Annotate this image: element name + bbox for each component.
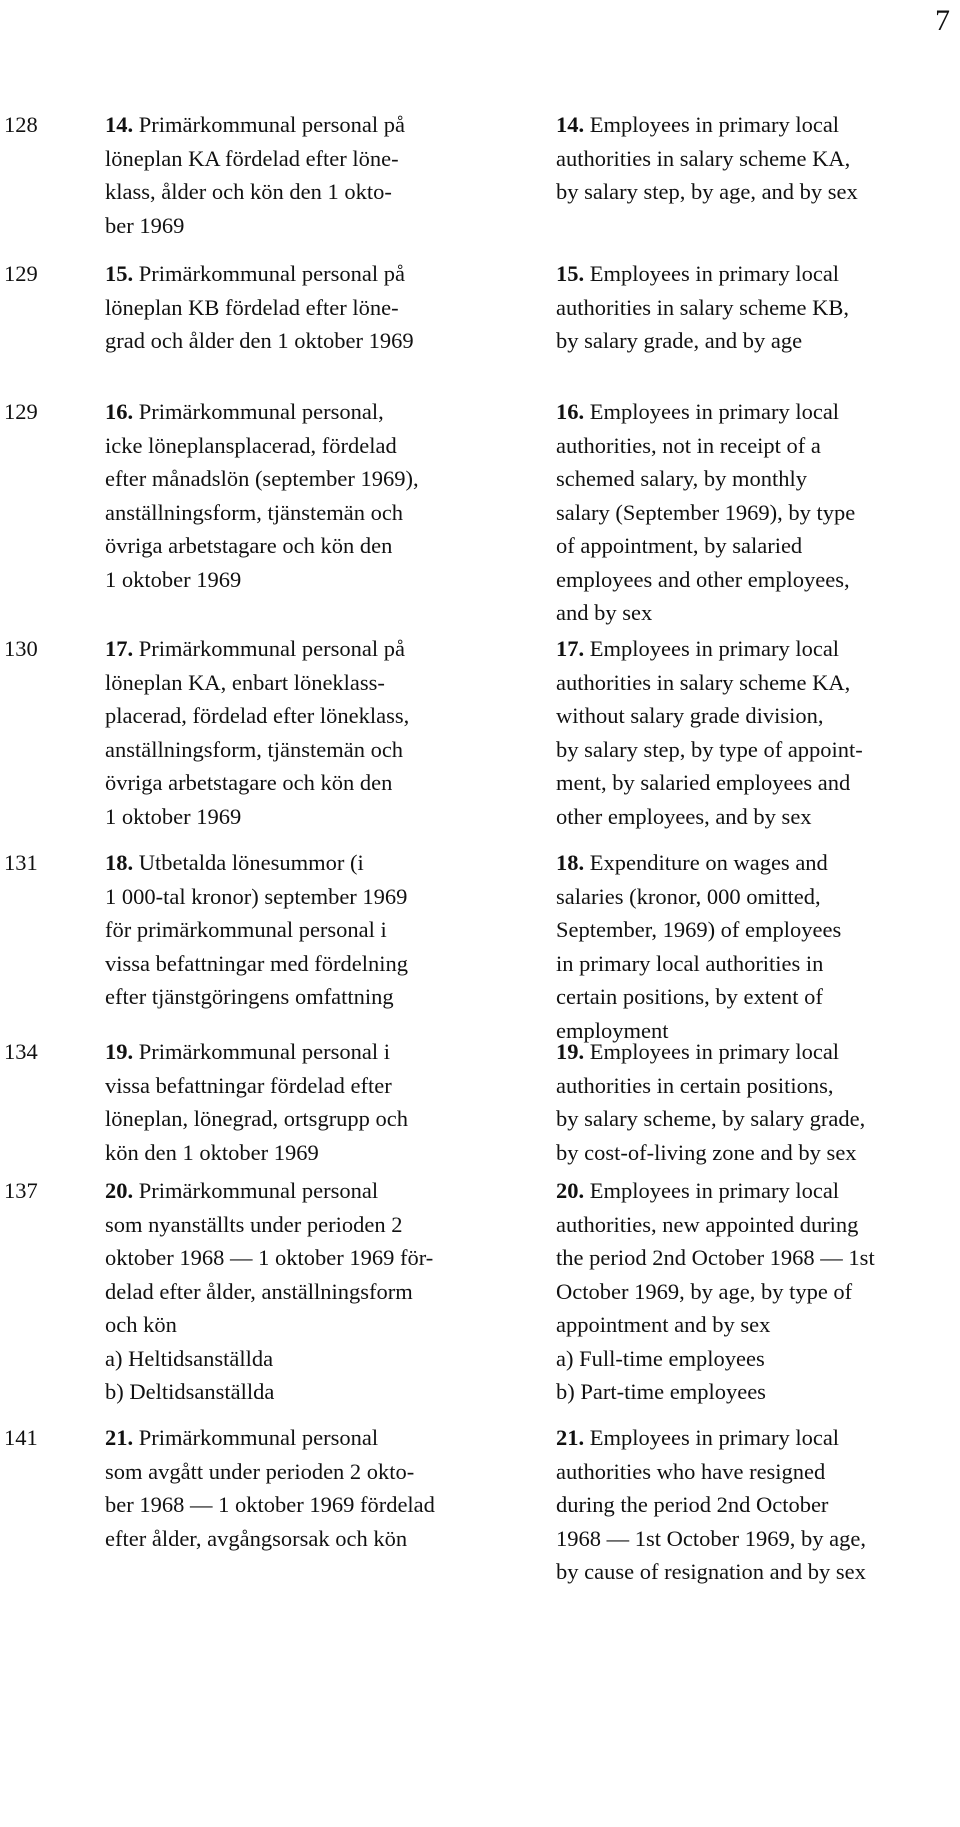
title-line: 21. Primärkommunal personal <box>105 1425 379 1450</box>
title-line: 1 oktober 1969 <box>105 803 242 829</box>
swedish-title <box>105 632 525 833</box>
title-line: appointment and by sex <box>556 1312 771 1337</box>
title-line: 19. Employees in primary local <box>556 1039 840 1064</box>
page-number: 7 <box>935 4 950 37</box>
swedish-title <box>105 257 525 358</box>
title-line: vissa befattningar fördelad efter <box>105 1072 392 1098</box>
entry-page-number: 137 <box>4 1178 38 1203</box>
title-line: authorities who have resigned <box>556 1458 826 1484</box>
title-line: by cause of resignation and by sex <box>556 1559 866 1584</box>
title-line: in primary local authorities in <box>556 950 824 976</box>
english-title <box>556 1035 956 1169</box>
table-number: 21. <box>556 1425 585 1450</box>
title-line: vissa befattningar med fördelning <box>105 950 409 976</box>
title-line: som nyanställts under perioden 2 <box>105 1211 403 1237</box>
english-title <box>556 632 956 833</box>
title-line: 14. Primärkommunal personal på <box>105 112 405 137</box>
title-line: efter tjänstgöringens omfattning <box>105 984 394 1009</box>
title-line: 21. Employees in primary local <box>556 1425 840 1450</box>
title-line: 17. Primärkommunal personal på <box>105 636 405 661</box>
entry-page-number: 134 <box>4 1039 38 1064</box>
swedish-title <box>105 108 525 242</box>
title-line: 16. Employees in primary local <box>556 399 840 424</box>
title-line: kön den 1 oktober 1969 <box>105 1139 319 1165</box>
title-line: the period 2nd October 1968 — 1st <box>556 1245 875 1270</box>
table-number: 18. <box>556 850 585 875</box>
table-number: 19. <box>105 1039 134 1064</box>
title-line: ment, by salaried employees and <box>556 770 851 795</box>
title-line: of appointment, by salaried <box>556 533 803 558</box>
entry-page-number: 131 <box>4 850 38 875</box>
title-line: oktober 1968 — 1 oktober 1969 för- <box>105 1245 434 1270</box>
title-line: och kön <box>105 1312 177 1337</box>
swedish-title <box>105 1421 525 1555</box>
table-number: 14. <box>105 112 134 137</box>
swedish-title <box>105 846 525 1014</box>
title-line: employees and other employees, <box>556 566 850 592</box>
title-line: ber 1969 <box>105 212 185 238</box>
table-number: 19. <box>556 1039 585 1064</box>
table-number: 20. <box>105 1178 134 1203</box>
title-line: 17. Employees in primary local <box>556 636 840 661</box>
title-line: övriga arbetstagare och kön den <box>105 533 393 558</box>
title-line: 15. Employees in primary local <box>556 261 840 286</box>
title-line: without salary grade division, <box>556 703 824 728</box>
english-title <box>556 1421 956 1589</box>
english-title <box>556 1174 956 1409</box>
title-line: grad och ålder den 1 oktober 1969 <box>105 328 414 353</box>
title-line: efter ålder, avgångsorsak och kön <box>105 1525 408 1551</box>
title-line: October 1969, by age, by type of <box>556 1278 853 1304</box>
title-line: authorities in salary scheme KA, <box>556 145 851 171</box>
title-line: anställningsform, tjänstemän och <box>105 499 404 525</box>
title-line: löneplan, lönegrad, ortsgrupp och <box>105 1106 409 1131</box>
title-line: by salary grade, and by age <box>556 328 803 353</box>
title-line: September, 1969) of employees <box>556 917 842 942</box>
entry-page-number: 129 <box>4 399 38 424</box>
title-line: 16. Primärkommunal personal, <box>105 399 384 424</box>
title-line: other employees, and by sex <box>556 803 812 829</box>
title-line: 14. Employees in primary local <box>556 112 840 137</box>
table-number: 14. <box>556 112 585 137</box>
title-line: authorities, not in receipt of a <box>556 432 821 458</box>
title-line: klass, ålder och kön den 1 okto- <box>105 179 392 204</box>
table-number: 20. <box>556 1178 585 1203</box>
table-number: 16. <box>556 399 585 424</box>
table-number: 21. <box>105 1425 134 1450</box>
table-number: 17. <box>105 636 134 661</box>
english-title <box>556 846 956 1047</box>
title-line: authorities, new appointed during <box>556 1211 859 1237</box>
table-number: 15. <box>105 261 134 286</box>
title-line: authorities in certain positions, <box>556 1072 834 1098</box>
title-line: 15. Primärkommunal personal på <box>105 261 405 286</box>
title-line: löneplan KA, enbart löneklass- <box>105 669 385 695</box>
title-line: b) Part-time employees <box>556 1379 766 1404</box>
entry-page-number: 129 <box>4 261 38 286</box>
title-line: delad efter ålder, anställningsform <box>105 1278 413 1304</box>
entry-page-number: 141 <box>4 1425 38 1450</box>
title-line: placerad, fördelad efter löneklass, <box>105 703 410 728</box>
title-line: authorities in salary scheme KA, <box>556 669 851 695</box>
title-line: a) Full-time employees <box>556 1345 765 1371</box>
title-line: and by sex <box>556 600 653 625</box>
title-line: som avgått under perioden 2 okto- <box>105 1458 415 1484</box>
english-title <box>556 257 956 358</box>
title-line: by salary step, by age, and by sex <box>556 179 858 204</box>
title-line: certain positions, by extent of <box>556 984 823 1009</box>
title-line: by cost-of-living zone and by sex <box>556 1139 857 1165</box>
swedish-title <box>105 1174 525 1409</box>
table-number: 16. <box>105 399 134 424</box>
title-line: för primärkommunal personal i <box>105 917 387 942</box>
title-line: icke löneplansplacerad, fördelad <box>105 432 397 458</box>
title-line: ber 1968 — 1 oktober 1969 fördelad <box>105 1492 435 1517</box>
english-title <box>556 108 956 209</box>
title-line: efter månadslön (september 1969), <box>105 466 419 491</box>
title-line: 20. Employees in primary local <box>556 1178 840 1203</box>
title-line: employment <box>556 1017 669 1043</box>
entry-page-number: 130 <box>4 636 38 661</box>
title-line: övriga arbetstagare och kön den <box>105 770 393 795</box>
swedish-title <box>105 395 525 596</box>
title-line: 18. Expenditure on wages and <box>556 850 828 875</box>
title-line: by salary step, by type of appoint- <box>556 736 863 762</box>
title-line: b) Deltidsanställda <box>105 1379 275 1404</box>
title-line: by salary scheme, by salary grade, <box>556 1106 866 1131</box>
title-line: löneplan KB fördelad efter löne- <box>105 294 399 320</box>
title-line: 19. Primärkommunal personal i <box>105 1039 390 1064</box>
english-title <box>556 395 956 630</box>
title-line: löneplan KA fördelad efter löne- <box>105 145 399 171</box>
entry-page-number: 128 <box>4 112 38 137</box>
title-line: 20. Primärkommunal personal <box>105 1178 379 1203</box>
title-line: schemed salary, by monthly <box>556 466 807 491</box>
title-line: 1968 — 1st October 1969, by age, <box>556 1525 866 1551</box>
swedish-title <box>105 1035 525 1169</box>
table-number: 15. <box>556 261 585 286</box>
title-line: salary (September 1969), by type <box>556 499 856 525</box>
title-line: salaries (kronor, 000 omitted, <box>556 883 821 909</box>
title-line: authorities in salary scheme KB, <box>556 294 850 320</box>
title-line: 1 000-tal kronor) september 1969 <box>105 883 408 909</box>
table-number: 18. <box>105 850 134 875</box>
title-line: 18. Utbetalda lönesummor (i <box>105 850 364 875</box>
title-line: 1 oktober 1969 <box>105 566 242 592</box>
table-number: 17. <box>556 636 585 661</box>
title-line: during the period 2nd October <box>556 1492 829 1517</box>
title-line: a) Heltidsanställda <box>105 1345 274 1371</box>
title-line: anställningsform, tjänstemän och <box>105 736 404 762</box>
